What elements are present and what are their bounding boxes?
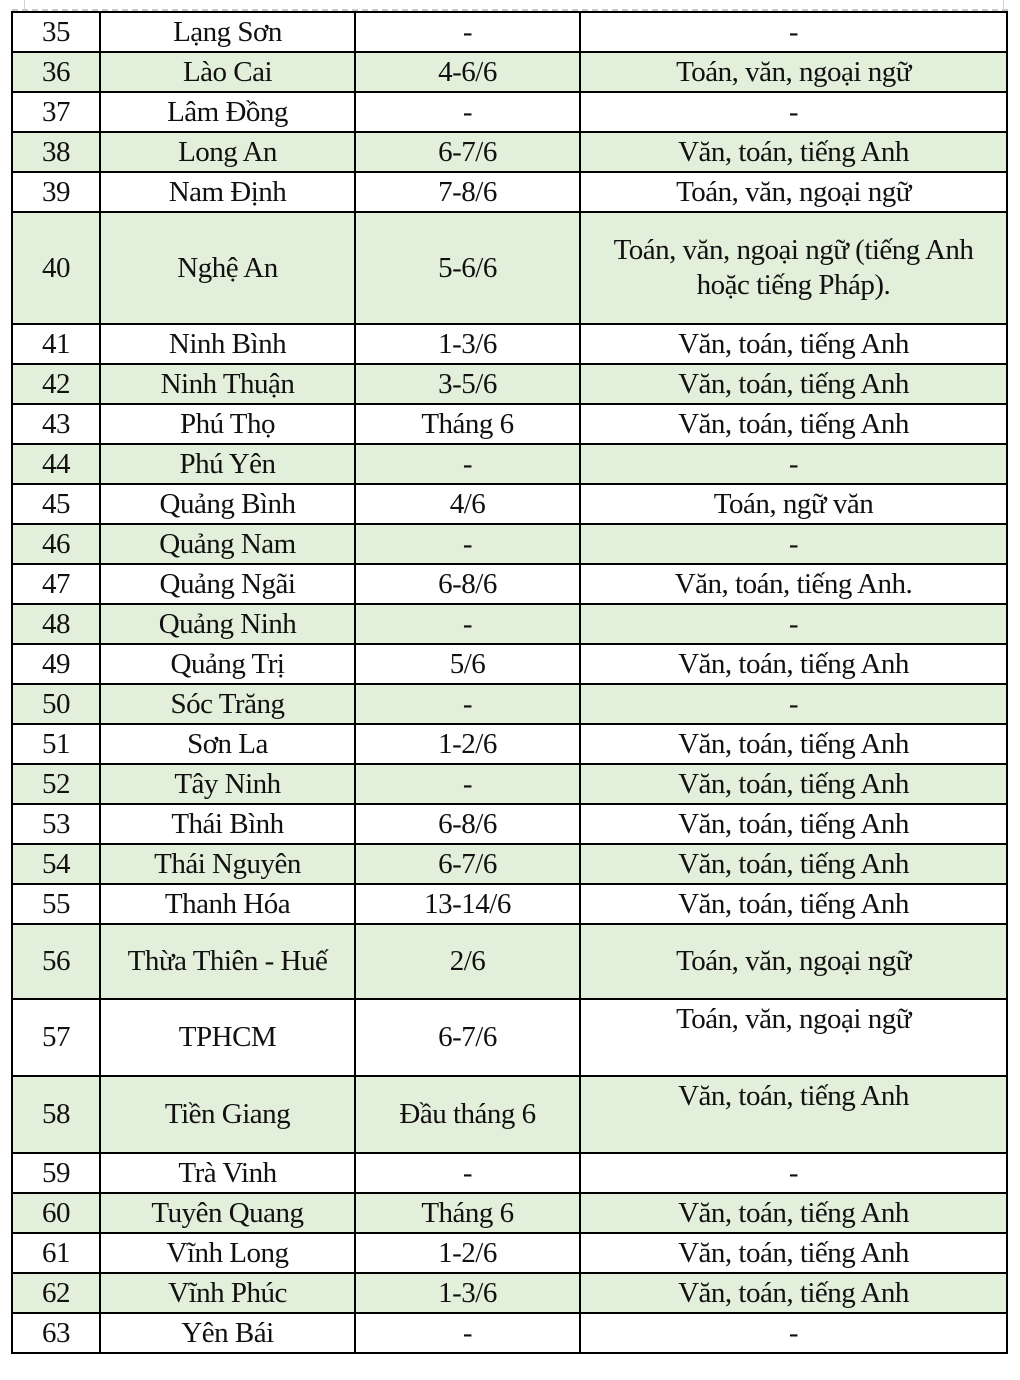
- cell-number: 45: [12, 484, 100, 524]
- cell-province: Tiền Giang: [100, 1076, 355, 1153]
- cell-date: 7-8/6: [355, 172, 580, 212]
- cell-province: Thừa Thiên - Huế: [100, 924, 355, 999]
- table-row: [12, 484, 1007, 524]
- cell-subjects: Văn, toán, tiếng Anh: [580, 324, 1007, 364]
- cell-date: 4/6: [355, 484, 580, 524]
- cell-number: 44: [12, 444, 100, 484]
- table-row: [12, 844, 1007, 884]
- cell-date: Tháng 6: [355, 1193, 580, 1233]
- cell-province: Quảng Trị: [100, 644, 355, 684]
- table-row: [12, 524, 1007, 564]
- cell-number: 42: [12, 364, 100, 404]
- table-row: [12, 1313, 1007, 1353]
- cell-subjects: Văn, toán, tiếng Anh.: [580, 564, 1007, 604]
- exam-schedule-table: [11, 11, 1008, 1354]
- cell-date: 3-5/6: [355, 364, 580, 404]
- cell-subjects: -: [580, 684, 1007, 724]
- cell-subjects: Văn, toán, tiếng Anh: [580, 1273, 1007, 1313]
- cell-province: Tuyên Quang: [100, 1193, 355, 1233]
- cell-date: 1-2/6: [355, 1233, 580, 1273]
- cell-province: Ninh Bình: [100, 324, 355, 364]
- table-row: [12, 684, 1007, 724]
- cell-subjects: Văn, toán, tiếng Anh: [580, 804, 1007, 844]
- cell-subjects: -: [580, 1153, 1007, 1193]
- cell-date: -: [355, 12, 580, 52]
- cell-date: -: [355, 684, 580, 724]
- cell-date: 1-3/6: [355, 1273, 580, 1313]
- cell-number: 46: [12, 524, 100, 564]
- table-row: [12, 444, 1007, 484]
- cell-date: 6-7/6: [355, 999, 580, 1076]
- cell-province: Thái Nguyên: [100, 844, 355, 884]
- cell-number: 49: [12, 644, 100, 684]
- cell-province: Long An: [100, 132, 355, 172]
- table-row: [12, 764, 1007, 804]
- cell-subjects: Văn, toán, tiếng Anh: [580, 1193, 1007, 1233]
- cell-number: 35: [12, 12, 100, 52]
- cell-number: 36: [12, 52, 100, 92]
- cell-number: 47: [12, 564, 100, 604]
- cell-number: 58: [12, 1076, 100, 1153]
- cell-province: Nghệ An: [100, 212, 355, 324]
- cell-number: 55: [12, 884, 100, 924]
- cell-subjects: -: [580, 604, 1007, 644]
- cell-province: Quảng Bình: [100, 484, 355, 524]
- cell-subjects: -: [580, 444, 1007, 484]
- table-row: [12, 1273, 1007, 1313]
- cell-date: -: [355, 444, 580, 484]
- cell-province: Sơn La: [100, 724, 355, 764]
- table-row: [12, 172, 1007, 212]
- cell-subjects: Toán, văn, ngoại ngữ (tiếng Anh hoặc tiếng Pháp).: [580, 212, 1007, 324]
- cell-subjects: Văn, toán, tiếng Anh: [580, 724, 1007, 764]
- cell-subjects: Văn, toán, tiếng Anh: [580, 404, 1007, 444]
- table-row: [12, 1153, 1007, 1193]
- cell-date: 6-8/6: [355, 804, 580, 844]
- cell-number: 50: [12, 684, 100, 724]
- cell-province: Quảng Nam: [100, 524, 355, 564]
- cell-number: 52: [12, 764, 100, 804]
- table-row: [12, 999, 1007, 1076]
- cell-subjects: Văn, toán, tiếng Anh: [580, 132, 1007, 172]
- cell-subjects: Văn, toán, tiếng Anh: [580, 364, 1007, 404]
- cell-date: 6-8/6: [355, 564, 580, 604]
- cell-date: 6-7/6: [355, 844, 580, 884]
- table-body: [12, 12, 1007, 1353]
- cell-province: Sóc Trăng: [100, 684, 355, 724]
- cell-number: 51: [12, 724, 100, 764]
- cell-province: Vĩnh Phúc: [100, 1273, 355, 1313]
- cell-date: 1-3/6: [355, 324, 580, 364]
- table-row: [12, 92, 1007, 132]
- cell-province: Thái Bình: [100, 804, 355, 844]
- cell-date: Tháng 6: [355, 404, 580, 444]
- cell-number: 37: [12, 92, 100, 132]
- cell-subjects: Văn, toán, tiếng Anh: [580, 1233, 1007, 1273]
- table-row: [12, 12, 1007, 52]
- margin-corner-right: [1003, 0, 1004, 10]
- table-row: [12, 724, 1007, 764]
- cell-subjects: -: [580, 12, 1007, 52]
- cell-province: Tây Ninh: [100, 764, 355, 804]
- table-row: [12, 884, 1007, 924]
- cell-subjects: Toán, ngữ văn: [580, 484, 1007, 524]
- table-row: [12, 132, 1007, 172]
- cell-province: Nam Định: [100, 172, 355, 212]
- cell-number: 57: [12, 999, 100, 1076]
- table-row: [12, 364, 1007, 404]
- cell-province: Ninh Thuận: [100, 364, 355, 404]
- cell-date: 13-14/6: [355, 884, 580, 924]
- table-row: [12, 644, 1007, 684]
- cell-province: Quảng Ninh: [100, 604, 355, 644]
- cell-date: 5-6/6: [355, 212, 580, 324]
- cell-subjects: -: [580, 524, 1007, 564]
- table-row: [12, 52, 1007, 92]
- cell-province: TPHCM: [100, 999, 355, 1076]
- cell-subjects: -: [580, 1313, 1007, 1353]
- cell-number: 54: [12, 844, 100, 884]
- table-row: [12, 1193, 1007, 1233]
- cell-date: -: [355, 92, 580, 132]
- cell-province: Lâm Đồng: [100, 92, 355, 132]
- cell-province: Vĩnh Long: [100, 1233, 355, 1273]
- table-row: [12, 604, 1007, 644]
- cell-subjects: Văn, toán, tiếng Anh: [580, 644, 1007, 684]
- cell-subjects: Văn, toán, tiếng Anh: [580, 764, 1007, 804]
- cell-subjects: Toán, văn, ngoại ngữ: [580, 172, 1007, 212]
- cell-number: 48: [12, 604, 100, 644]
- cell-province: Phú Yên: [100, 444, 355, 484]
- table-row: [12, 804, 1007, 844]
- cell-date: -: [355, 764, 580, 804]
- cell-date: -: [355, 524, 580, 564]
- cell-number: 38: [12, 132, 100, 172]
- margin-corner-left: [24, 0, 25, 10]
- table-row: [12, 924, 1007, 999]
- cell-number: 63: [12, 1313, 100, 1353]
- cell-subjects: Văn, toán, tiếng Anh: [580, 1076, 1007, 1153]
- cell-province: Quảng Ngãi: [100, 564, 355, 604]
- cell-date: Đầu tháng 6: [355, 1076, 580, 1153]
- table-row: [12, 404, 1007, 444]
- cell-number: 41: [12, 324, 100, 364]
- page-boundary: [0, 0, 1020, 11]
- cell-date: 4-6/6: [355, 52, 580, 92]
- cell-province: Phú Thọ: [100, 404, 355, 444]
- cell-subjects: Toán, văn, ngoại ngữ: [580, 999, 1007, 1076]
- cell-number: 56: [12, 924, 100, 999]
- cell-date: -: [355, 1153, 580, 1193]
- cell-subjects: -: [580, 92, 1007, 132]
- cell-date: 1-2/6: [355, 724, 580, 764]
- cell-province: Thanh Hóa: [100, 884, 355, 924]
- table-row: [12, 324, 1007, 364]
- cell-subjects: Toán, văn, ngoại ngữ: [580, 924, 1007, 999]
- cell-date: 2/6: [355, 924, 580, 999]
- cell-number: 62: [12, 1273, 100, 1313]
- cell-number: 43: [12, 404, 100, 444]
- cell-number: 39: [12, 172, 100, 212]
- cell-date: 5/6: [355, 644, 580, 684]
- table-row: [12, 564, 1007, 604]
- cell-province: Trà Vinh: [100, 1153, 355, 1193]
- cell-subjects: Toán, văn, ngoại ngữ: [580, 52, 1007, 92]
- cell-number: 40: [12, 212, 100, 324]
- cell-number: 59: [12, 1153, 100, 1193]
- table-row: [12, 1076, 1007, 1153]
- cell-date: 6-7/6: [355, 132, 580, 172]
- cell-number: 53: [12, 804, 100, 844]
- cell-province: Lạng Sơn: [100, 12, 355, 52]
- cell-subjects: Văn, toán, tiếng Anh: [580, 844, 1007, 884]
- cell-date: -: [355, 604, 580, 644]
- table-row: [12, 212, 1007, 324]
- table-row: [12, 1233, 1007, 1273]
- cell-date: -: [355, 1313, 580, 1353]
- cell-province: Yên Bái: [100, 1313, 355, 1353]
- cell-number: 60: [12, 1193, 100, 1233]
- cell-province: Lào Cai: [100, 52, 355, 92]
- cell-number: 61: [12, 1233, 100, 1273]
- cell-subjects: Văn, toán, tiếng Anh: [580, 884, 1007, 924]
